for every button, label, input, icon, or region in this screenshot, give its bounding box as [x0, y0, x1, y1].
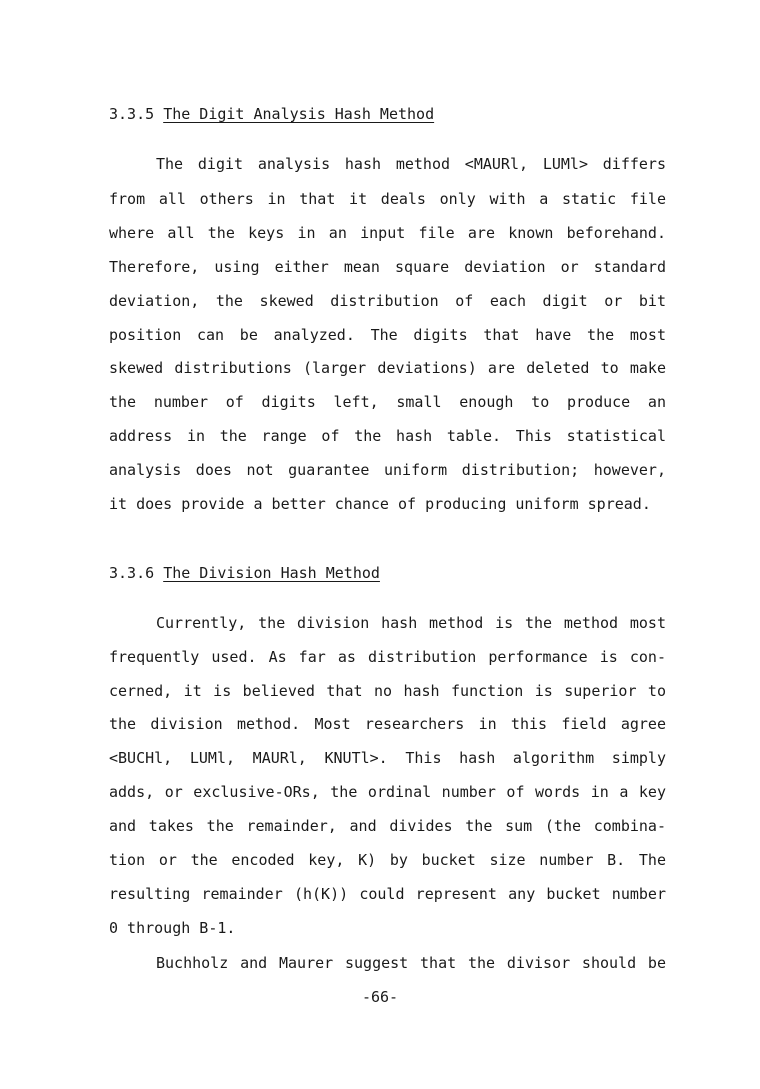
text-line: from all others in that it deals only with a static file	[109, 190, 666, 208]
text-line: Buchholz and Maurer suggest that the divisor should be	[156, 954, 666, 972]
text-line: cerned, it is believed that no hash function is superior to	[109, 682, 666, 700]
section-number: 3.3.6	[109, 564, 155, 582]
text-line: the number of digits left, small enough to produce an	[109, 393, 666, 411]
text-line: skewed distributions (larger deviations) are deleted to make	[109, 359, 666, 377]
page-number: -66-	[361, 988, 399, 1006]
section-title: The Digit Analysis Hash Method	[163, 105, 435, 123]
text-line: 0 through B-1.	[109, 919, 236, 937]
section-heading-3-3-6	[109, 563, 380, 583]
text-line: the division method. Most researchers in this field agree	[109, 715, 666, 733]
text-line: <BUCHl, LUMl, MAURl, KNUTl>. This hash algorithm simply	[109, 749, 666, 767]
text-line: Therefore, using either mean square deviation or standard	[109, 258, 666, 276]
text-line: analysis does not guarantee uniform distribution; however,	[109, 461, 666, 479]
text-line: and takes the remainder, and divides the sum (the combina-	[109, 817, 666, 835]
text-line: resulting remainder (h(K)) could represent any bucket number	[109, 885, 666, 903]
text-line: The digit analysis hash method <MAURl, LUMl> differs	[156, 155, 666, 173]
text-line: frequently used. As far as distribution performance is con-	[109, 648, 666, 666]
section-heading-3-3-5	[109, 104, 434, 124]
text-line: where all the keys in an input file are known beforehand.	[109, 224, 666, 242]
text-line: address in the range of the hash table. This statistical	[109, 427, 666, 445]
text-line: position can be analyzed. The digits that have the most	[109, 326, 666, 344]
text-line: Currently, the division hash method is the method most	[156, 614, 666, 632]
section-number: 3.3.5	[109, 105, 155, 123]
text-line: adds, or exclusive-ORs, the ordinal number of words in a key	[109, 783, 666, 801]
text-line: deviation, the skewed distribution of each digit or bit	[109, 292, 666, 310]
text-line: it does provide a better chance of producing uniform spread.	[109, 495, 651, 513]
section-title: The Division Hash Method	[163, 564, 380, 582]
text-line: tion or the encoded key, K) by bucket size number B. The	[109, 851, 666, 869]
